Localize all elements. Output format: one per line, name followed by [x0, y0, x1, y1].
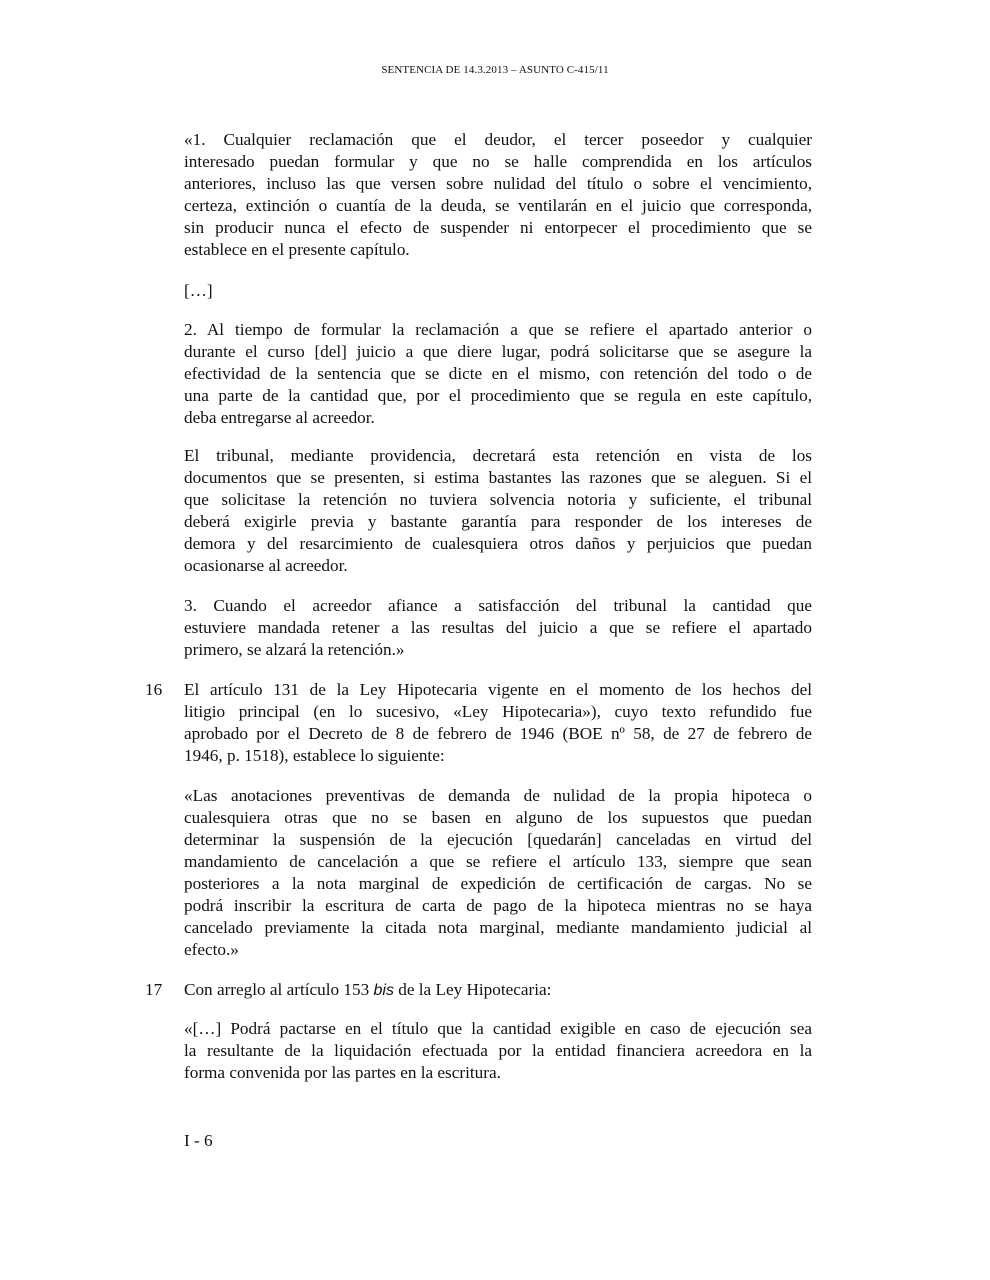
text-line: sin producir nunca el efecto de suspender ni entorpecer el procedimiento que se — [184, 218, 812, 237]
text-line: mandamiento de cancelación a que se refiere el artículo 133, siempre que sean — [184, 852, 812, 871]
text-line: 1946, p. 1518), establece lo siguiente: — [184, 746, 445, 765]
text-line: «1. Cualquier reclamación que el deudor, el tercer poseedor y cualquier — [184, 130, 812, 149]
paragraph-number: 17 — [145, 980, 163, 999]
paragraph — [184, 280, 812, 302]
text-line: podrá inscribir la escritura de carta de pago de la hipoteca mientras no se haya — [184, 896, 812, 915]
text-line: estuviere mandada retener a las resultas del juicio a que se refiere el apartado — [184, 618, 812, 637]
paragraph — [184, 319, 812, 429]
text-line: documentos que se presenten, si estima bastantes las razones que se aleguen. Si el — [184, 468, 812, 487]
text-line: interesado puedan formular y que no se halle comprendida en los artículos — [184, 152, 812, 171]
text-line: 2. Al tiempo de formular la reclamación a que se refiere el apartado anterior o — [184, 320, 812, 339]
text-line: primero, se alzará la retención.» — [184, 640, 405, 659]
text-line: durante el curso [del] juicio a que diere lugar, podrá solicitarse que se asegure la — [184, 342, 812, 361]
text-line: efectividad de la sentencia que se dicte en el mismo, con retención del todo o de — [184, 364, 812, 383]
paragraph — [184, 129, 812, 261]
text-line: deberá exigirle previa y bastante garantía para responder de los intereses de — [184, 512, 812, 531]
text-line: posteriores a la nota marginal de expedición de certificación de cargas. No se — [184, 874, 812, 893]
text-line: la resultante de la liquidación efectuada por la entidad financiera acreedora en la — [184, 1041, 812, 1060]
text-line: Con arreglo al artículo 153 bis de la Ley Hipotecaria: — [184, 980, 552, 999]
text-line: certeza, extinción o cuantía de la deuda, se ventilarán en el juicio que corresponda, — [184, 196, 812, 215]
text-line: aprobado por el Decreto de 8 de febrero de 1946 (BOE nº 58, de 27 de febrero de — [184, 724, 812, 743]
text-line: una parte de la cantidad que, por el procedimiento que se regula en este capítulo, — [184, 386, 812, 405]
paragraph — [184, 445, 812, 577]
text-line: efecto.» — [184, 940, 239, 959]
text-line: establece en el presente capítulo. — [184, 240, 410, 259]
text-line: demora y del resarcimiento de cualesquiera otros daños y perjuicios que puedan — [184, 534, 812, 553]
paragraph — [184, 979, 812, 1001]
paragraph — [184, 785, 812, 961]
italic-term: bis — [373, 982, 394, 999]
text-line: determinar la suspensión de la ejecución [quedarán] canceladas en virtud del — [184, 830, 812, 849]
text-line: deba entregarse al acreedor. — [184, 408, 375, 427]
text-line: litigio principal (en lo sucesivo, «Ley Hipotecaria»), cuyo texto refundido fue — [184, 702, 812, 721]
text-line: El tribunal, mediante providencia, decretará esta retención en vista de los — [184, 446, 812, 465]
text-line: «[…] Podrá pactarse en el título que la cantidad exigible en caso de ejecución sea — [184, 1019, 812, 1038]
text-line: cancelado previamente la citada nota marginal, mediante mandamiento judicial al — [184, 918, 812, 937]
text-line: 3. Cuando el acreedor afiance a satisfacción del tribunal la cantidad que — [184, 596, 812, 615]
text-line: que solicitase la retención no tuviera solvencia notoria y suficiente, el tribunal — [184, 490, 812, 509]
paragraph-number: 16 — [145, 680, 163, 699]
page-number: I - 6 — [184, 1131, 213, 1150]
running-header: SENTENCIA DE 14.3.2013 – ASUNTO C-415/11 — [381, 64, 609, 76]
paragraph — [184, 1018, 812, 1084]
text-line: «Las anotaciones preventivas de demanda de nulidad de la propia hipoteca o — [184, 786, 812, 805]
paragraph — [184, 679, 812, 767]
text-line: El artículo 131 de la Ley Hipotecaria vigente en el momento de los hechos del — [184, 680, 812, 699]
text-line: anteriores, incluso las que versen sobre nulidad del título o sobre el vencimiento, — [184, 174, 812, 193]
paragraph — [184, 595, 812, 661]
text-line: ocasionarse al acreedor. — [184, 556, 348, 575]
text-line: cualesquiera otras que no se basen en alguno de los supuestos que puedan — [184, 808, 812, 827]
text-line: forma convenida por las partes en la escritura. — [184, 1063, 501, 1082]
text-line: […] — [184, 281, 213, 300]
